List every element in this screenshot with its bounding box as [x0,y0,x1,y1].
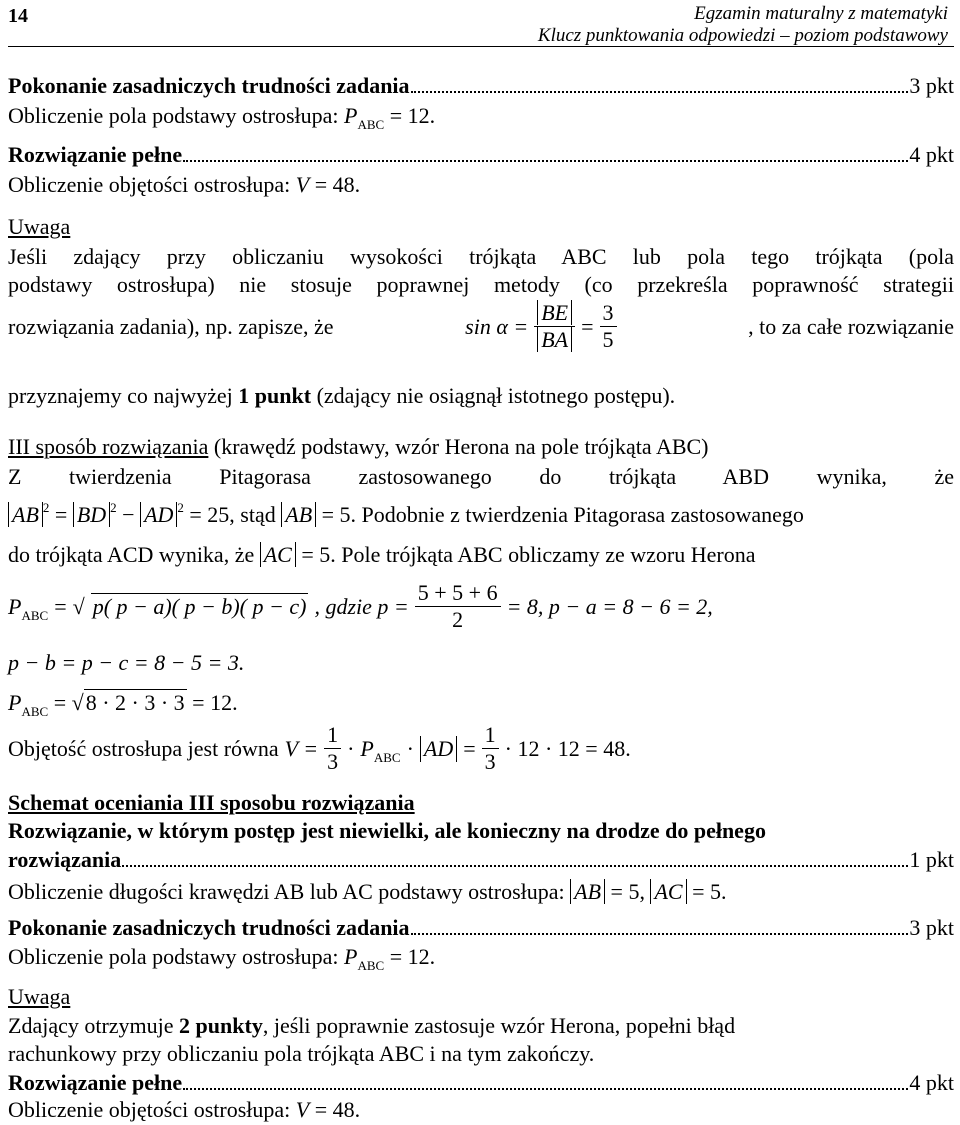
heron-fraction [415,580,501,634]
fraction-num: 3 [600,300,617,327]
volume-v: V = [284,735,319,761]
volume-rest: · 12 · 12 = 48. [504,735,631,761]
pole-line [8,103,436,132]
heron-gdzie: , gdzie p = [314,593,409,619]
method3-line4 [8,542,755,568]
uwaga-heading: Uwaga [8,214,71,239]
fraction-3-5 [600,300,617,354]
volume-p: P [360,735,374,761]
method3-line4-text: do trójkąta ACD wynika, że [8,542,255,567]
uwaga2-line2: rachunkowy przy obliczaniu pola trójkąta ABC i na tym zakończy. [8,1041,595,1066]
score-row-postep [8,847,954,873]
objetosc-line [8,172,360,198]
score-row-pokonanie [8,73,954,99]
dot-leader [411,91,909,93]
pole-text: Obliczenie pola podstawy ostrosłupa: [8,103,339,128]
heron-num: 5 + 5 + 6 [415,580,501,607]
abs-ad: AD [140,502,177,527]
score-points: 4 pkt [909,1070,954,1095]
fraction-den: 3 [484,749,496,775]
pole-value: = 12. [384,103,436,128]
abs-be: BE [537,300,572,325]
krawedz-text: Obliczenie długości krawędzi AB lub AC podstawy ostrosłupa: [8,879,565,904]
uwaga-line3-text: rozwiązania zadania), np. zapisze, że [8,313,334,339]
krawedz-end: = 5. [692,879,727,904]
objetosc-value: = 48. [309,172,361,197]
method3-title: III sposób rozwiązania [8,434,209,459]
fraction-be-ba [534,300,575,354]
score-label: Pokonanie zasadniczych trudności zadania [8,73,410,98]
fraction-num: 1 [482,722,499,749]
score-row-pelne [8,142,954,168]
volume-fraction [324,722,341,776]
heron-sqrt-sign: √ [72,593,85,619]
objetosc-formula: V [295,172,310,197]
fraction-den: 3 [327,749,339,775]
uwaga-line4-text: przyznajemy co najwyżej [8,383,239,408]
method3-heading [8,434,709,460]
exponent: 2 [42,500,50,515]
page-number: 14 [8,5,28,27]
volume-text: Objętość ostrosłupa jest równa [8,735,279,761]
fraction-den: 5 [602,327,614,353]
objetosc-val: = 48. [309,1097,361,1122]
pole-val: = 12. [384,944,436,969]
equals-sign: = [463,735,476,761]
abs-ba: BA [537,327,572,352]
abs-ab: AB [570,879,605,904]
pabc-p: P [8,690,22,715]
postep-line1: Rozwiązanie, w którym postęp jest niewielki, ale konieczny na drodze do pełnego [8,818,766,843]
method3-subtitle: (krawędź podstawy, wzór Herona na pole trójkąta ABC) [208,434,709,459]
krawedz-line [8,879,727,905]
score-label: Rozwiązanie pełne [8,1070,183,1095]
abs-ac: AC [650,879,686,904]
sin-alpha: sin α = [465,313,529,339]
equals-sign: = [581,313,594,339]
dot-leader [183,1088,908,1090]
uwaga-line4-bold: 1 punkt [238,383,312,408]
method3-line3-rest: = 5. Podobnie z twierdzenia Pitagorasa zastosowanego [321,502,804,527]
dot-leader [411,933,909,935]
abs-bd: BD [73,502,110,527]
heron-rest: = 8, p − a = 8 − 6 = 2, [506,593,713,619]
abs-ab2: AB [281,502,316,527]
header-title-line1: Egzamin maturalny z matematyki [694,3,948,24]
pole-p: P [344,944,358,969]
uwaga-line3 [8,300,954,354]
score-label: rozwiązania [8,847,122,872]
pabc-sub: ABC [21,704,49,719]
pb-line: p − b = p − c = 8 − 5 = 3. [8,650,245,675]
pabc-sqrt: 8 · 2 · 3 · 3 [85,690,185,715]
heron-line: $P_{ABC}$ = √ p( p − a)( p − b)( p − c) , gdzie p = $\frac{5 + 5 + 6}{2}$ = 8, p − a = 8 − 6 = 2, [8,580,713,633]
uwaga2-line1 [8,1013,735,1039]
objetosc-v: V [295,1097,310,1122]
score-points: 4 pkt [909,142,954,167]
uwaga2-line1-bold: 2 punkty [179,1013,263,1038]
pole-text: Obliczenie pola podstawy ostrosłupa: [8,944,339,969]
objetosc-line2 [8,1097,360,1123]
pole-sub: ABC [357,958,385,973]
sin-formula [465,300,616,354]
volume-fraction2 [482,722,499,776]
heron-sqrt: p( p − a)( p − b)( p − c) [92,594,307,620]
score-label: Pokonanie zasadniczych trudności zadania [8,915,410,940]
pabc-line [8,690,238,719]
heron-p: P [8,593,22,619]
uwaga-line4-rest: (zdający nie osiągnął istotnego postępu). [311,383,676,408]
volume-line: Objętość ostrosłupa jest równa V = $\frac{1}{3}$ · $P_{ABC}$ · AD = $\frac{1}{3}$ · 12 · 12 = 48. [8,722,631,775]
uwaga-line2: podstawy ostrosłupa) nie stosuje poprawnej metody (co przekreśla poprawność strategii [8,272,954,297]
pole-sub: ABC [357,117,385,132]
score-row-pokonanie2 [8,915,954,941]
score-label: Rozwiązanie pełne [8,142,183,167]
objetosc-text: Obliczenie objętości ostrosłupa: [8,172,291,197]
method3-line3: AB $^2$ = BD $^2$ − AD $^2$ = 25, stąd AB = 5. Podobnie z twierdzenia Pitagorasa zastosowanego [8,502,804,528]
pole-formula: P [344,103,358,128]
score-points: 1 pkt [909,847,954,872]
uwaga2-line1-text: Zdający otrzymuje [8,1013,180,1038]
method3-line2: Z twierdzenia Pitagorasa zastosowanego do trójkąta ABD wynika, że [8,464,954,489]
uwaga2-heading: Uwaga [8,984,71,1009]
method3-line4-rest: = 5. Pole trójkąta ABC obliczamy ze wzoru Herona [301,542,756,567]
equals-sign: = [53,690,67,715]
pabc-val: = 12. [192,690,238,715]
pabc-sqrt-sign: √ [71,690,84,715]
page-header [8,0,954,47]
abs-ab: AB [8,502,43,527]
uwaga-line1: Jeśli zdający przy obliczaniu wysokości trójkąta ABC lub pola tego trójkąta (pola [8,244,954,269]
krawedz-mid: = 5, [610,879,645,904]
header-title-line2: Klucz punktowania odpowiedzi – poziom podstawowy [537,25,948,47]
header-title [538,3,948,48]
objetosc-text: Obliczenie objętości ostrosłupa: [8,1097,291,1122]
heron-sub: ABC [21,607,49,623]
uwaga2-line1-rest: , jeśli poprawnie zastosuje wzór Herona, popełni błąd [262,1013,736,1038]
abs-ac: AC [260,542,296,567]
dot-leader [122,865,908,867]
exponent: 2 [177,500,184,515]
score-points: 3 pkt [909,915,954,940]
uwaga-line4 [8,383,675,409]
schemat-heading: Schemat oceniania III sposobu rozwiązania [8,790,415,815]
uwaga-line3-rest: , to za całe rozwiązanie [748,313,954,339]
pole-line2 [8,944,436,973]
abs-ad: AD [420,736,457,762]
heron-den: 2 [452,607,464,633]
exponent: 2 [110,500,117,515]
score-points: 3 pkt [909,73,954,98]
fraction-num: 1 [324,722,341,749]
method3-line3-val: = 25, stąd [189,502,276,527]
dot-leader [183,160,908,162]
volume-sub: ABC [373,749,401,765]
score-row-pelne2 [8,1070,954,1096]
